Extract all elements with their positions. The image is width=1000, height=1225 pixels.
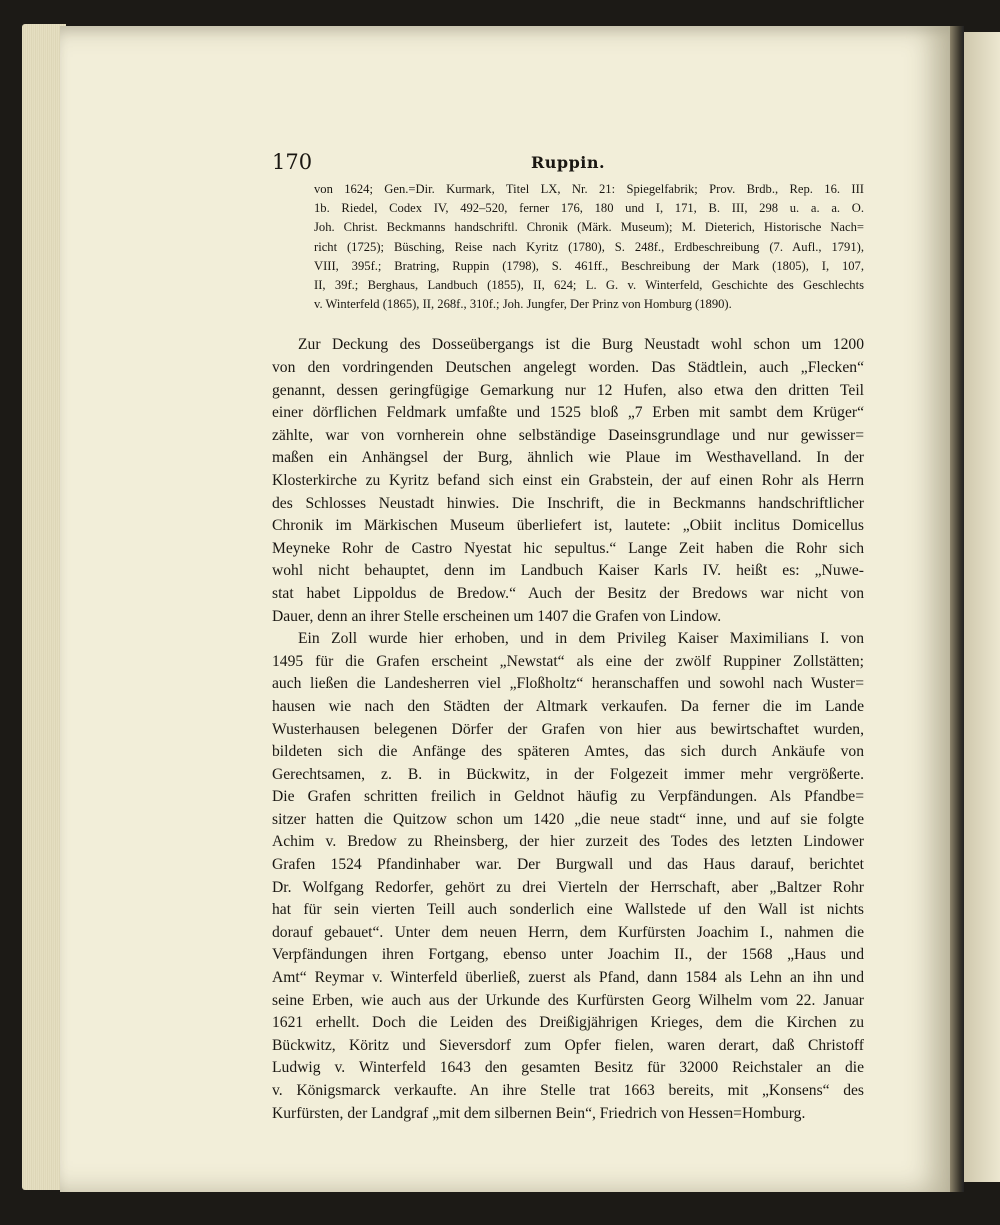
source-footnote	[314, 180, 864, 314]
body-line: hausen wie nach den Städten der Altmark verkaufen. Da ferner die im Lande	[272, 697, 864, 715]
body-line: maßen ein Anhängsel der Burg, ähnlich wie Plaue im Westhavelland. In der	[272, 449, 864, 467]
body-line: Dr. Wolfgang Redorfer, gehört zu drei Vierteln der Herrschaft, aber „Baltzer Rohr	[272, 878, 864, 896]
body-line: einer dörflichen Feldmark umfaßte und 1525 bloß „7 Erben mit sambt dem Krüger“	[272, 404, 864, 422]
page-number: 170	[272, 150, 313, 174]
body-line: seine Erben, wie auch aus der Urkunde des Kurfürsten Georg Wilhelm vom 22. Januar	[272, 991, 864, 1009]
body-line: auch ließen die Landesherren viel „Floßholtz“ heranschaffen und sowohl nach Wuster=	[272, 675, 864, 693]
text-block	[272, 150, 864, 1125]
body-line: Gerechtsamen, z. B. in Bückwitz, in der Folgezeit immer mehr vergrößerte.	[272, 765, 864, 783]
body-line: Die Grafen schritten freilich in Geldnot häufig zu Verpfändungen. Als Pfandbe=	[272, 788, 864, 806]
body-text	[272, 334, 864, 1125]
body-line: Amt“ Reymar v. Winterfeld überließ, zuerst als Pfand, dann 1584 als Lehn an ihn und	[272, 969, 864, 987]
body-line: Zur Deckung des Dosseübergangs ist die Burg Neustadt wohl schon um 1200	[298, 336, 864, 354]
body-line: Meyneke Rohr de Castro Nyestat hic sepultus.“ Lange Zeit haben die Rohr sich	[272, 539, 864, 557]
body-line: stat habet Lippoldus de Bredow.“ Auch der Besitz der Bredows war nicht von	[272, 584, 864, 602]
footnote-line: richt (1725); Büsching, Reise nach Kyritz (1780), S. 248f., Erdbeschreibung (7. Aufl., 1791),	[314, 239, 864, 254]
footnote-line: Joh. Christ. Beckmanns handschriftl. Chronik (Märk. Museum); M. Dieterich, Historische Nach=	[314, 220, 864, 235]
body-line: hat für sein vierten Teill auch sonderlich eine Wallstede uf den Wall ist nichts	[272, 901, 864, 919]
body-line: bildeten sich die Anfänge des späteren Amtes, das sich durch Ankäufe von	[272, 743, 864, 761]
footnote-line: II, 39f.; Berghaus, Landbuch (1855), II, 624; L. G. v. Winterfeld, Geschichte des Geschlechts	[314, 278, 864, 293]
body-line: von den vordringenden Deutschen angelegt worden. Das Städtlein, auch „Flecken“	[272, 359, 864, 377]
footnote-line: v. Winterfeld (1865), II, 268f., 310f.; Joh. Jungfer, Der Prinz von Homburg (1890).	[314, 297, 732, 312]
body-line: Ein Zoll wurde hier erhoben, und in dem Privileg Kaiser Maximilians I. von	[298, 630, 864, 648]
body-line: Verpfändungen ihren Fortgang, ebenso unter Joachim II., der 1568 „Haus und	[272, 946, 864, 964]
body-line: Grafen 1524 Pfandinhaber war. Der Burgwall und das Haus darauf, berichtet	[272, 856, 864, 874]
body-line: sitzer hatten die Quitzow schon um 1420 „die neue stadt“ inne, und auf sie folgte	[272, 810, 864, 828]
body-line: Ludwig v. Winterfeld 1643 den gesamten Besitz für 32000 Reichstaler an die	[272, 1059, 864, 1077]
body-line: Klosterkirche zu Kyritz befand sich einst ein Grabstein, der auf einen Rohr als Herrn	[272, 471, 864, 489]
body-line: wohl nicht behauptet, denn im Landbuch Kaiser Karls IV. heißt es: „Nuwe-	[272, 562, 864, 580]
footnote-line: 1b. Riedel, Codex IV, 492–520, ferner 176, 180 und I, 171, B. III, 298 u. a. a. O.	[314, 201, 864, 216]
body-line: zählte, war von vornherein ohne selbständige Daseinsgrundlage und nur gewisser=	[272, 426, 864, 444]
footnote-line: von 1624; Gen.=Dir. Kurmark, Titel LX, Nr. 21: Spiegelfabrik; Prov. Brdb., Rep. 16. III	[314, 182, 864, 196]
footnote-line: VIII, 395f.; Bratring, Ruppin (1798), S. 461ff., Beschreibung der Mark (1805), I, 107,	[314, 258, 864, 273]
body-line: Kurfürsten, der Landgraf „mit dem silbernen Bein“, Friedrich von Hessen=Homburg.	[272, 1104, 806, 1122]
body-line: 1495 für die Grafen erscheint „Newstat“ als eine der zwölf Ruppiner Zollstätten;	[272, 652, 864, 670]
body-line: Bückwitz, Köritz und Sieversdorf zum Opfer fielen, waren derart, daß Christoff	[272, 1036, 864, 1054]
body-line: dorauf gebauet“. Unter dem neuen Herrn, dem Kurfürsten Joachim I., nahmen die	[272, 923, 864, 941]
book-gutter	[950, 26, 964, 1192]
body-line: 1621 erhellt. Doch die Leiden des Dreißigjährigen Krieges, dem die Kirchen zu	[272, 1014, 864, 1032]
page-header	[272, 150, 864, 180]
body-line: Chronik im Märkischen Museum überliefert ist, lautete: „Obiit inclitus Domicellus	[272, 517, 864, 535]
facing-page-edge	[964, 32, 1000, 1182]
body-line: Wusterhausen belegenen Dörfer der Grafen von hier aus bewirtschaftet wurden,	[272, 720, 864, 738]
body-line: v. Königsmarck verkaufte. An ihre Stelle trat 1663 bereits, mit „Konsens“ des	[272, 1082, 864, 1100]
body-line: genannt, dessen geringfügige Gemarkung nur 12 Hufen, also etwa den dritten Teil	[272, 381, 864, 399]
body-line: Achim v. Bredow zu Rheinsberg, der hier zurzeit des Todes des letzten Lindower	[272, 833, 864, 851]
body-line: des Schlosses Neustadt hinwies. Die Inschrift, die in Beckmanns handschriftlicher	[272, 494, 864, 512]
body-line: Dauer, denn an ihrer Stelle erscheinen um 1407 die Grafen von Lindow.	[272, 607, 722, 625]
running-head: Ruppin.	[530, 153, 606, 172]
